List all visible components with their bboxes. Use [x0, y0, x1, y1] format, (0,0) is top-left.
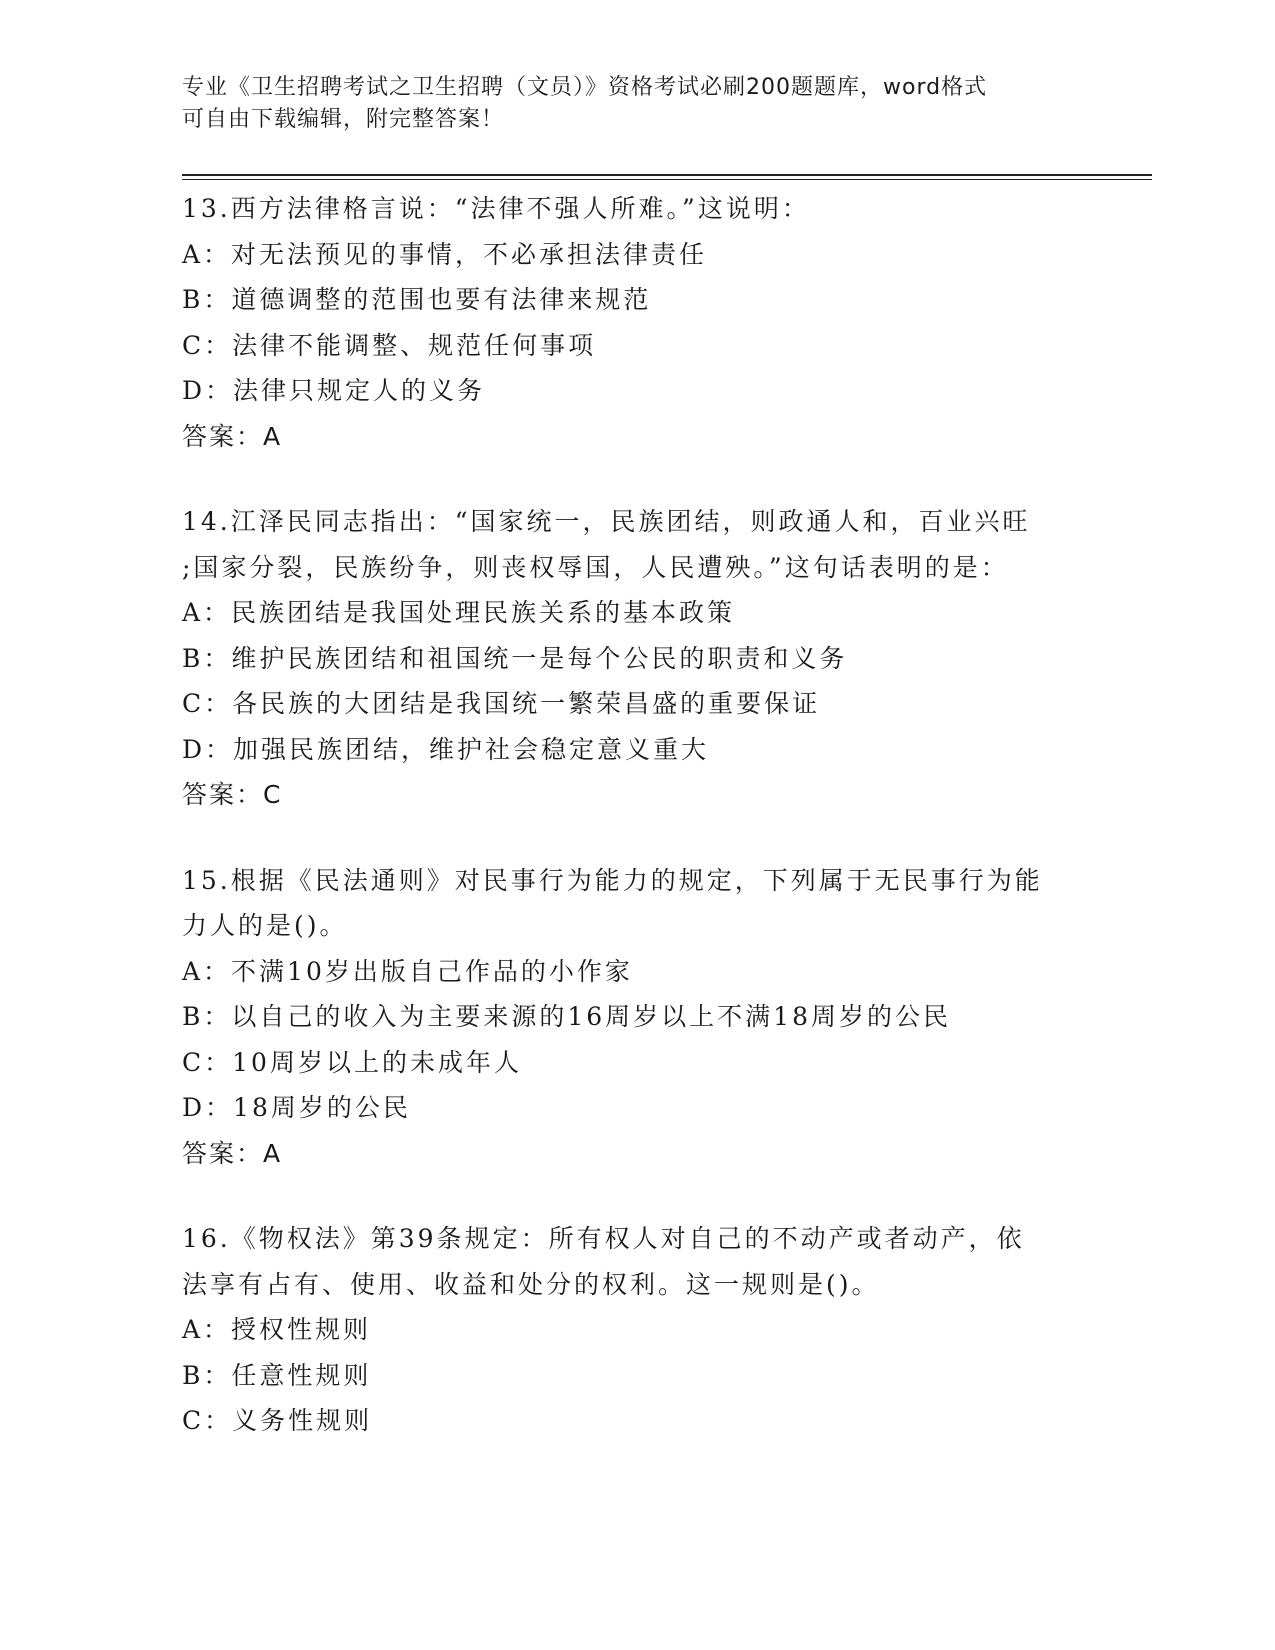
- question-stem: 14.江泽民同志指出：“国家统一，民族团结，则政通人和，百业兴旺: [182, 507, 1031, 536]
- option-c: C：各民族的大团结是我国统一繁荣昌盛的重要保证: [182, 689, 821, 718]
- option-c: C：10周岁以上的未成年人: [182, 1047, 522, 1077]
- option-c: C：法律不能调整、规范任何事项: [182, 330, 597, 360]
- document-header: [182, 72, 1062, 136]
- question-stem-continued: ;国家分裂，民族纷争，则丧权辱国，人民遭殃。”这句话表明的是：: [182, 552, 1009, 582]
- question-stem-continued: 力人的是()。: [182, 911, 348, 940]
- option-a: A：授权性规则: [182, 1315, 372, 1344]
- header-line-1: 专业《卫生招聘考试之卫生招聘（文员）》资格考试必刷200题题库，word格式: [182, 75, 988, 100]
- option-c: C：义务性规则: [182, 1406, 373, 1435]
- question-15: [182, 858, 1082, 1177]
- question-13: [182, 186, 1082, 459]
- option-d: D：18周岁的公民: [182, 1093, 411, 1122]
- option-d: D：加强民族团结，维护社会稳定意义重大: [182, 734, 710, 764]
- answer-label: 答案：C: [182, 780, 283, 809]
- question-stem-continued: 法享有占有、使用、收益和处分的权利。这一规则是()。: [182, 1269, 880, 1299]
- answer-label: 答案：A: [182, 1138, 283, 1168]
- header-divider-thin: [182, 179, 1152, 180]
- option-a: A：对无法预见的事情，不必承担法律责任: [182, 239, 708, 269]
- option-a: A：民族团结是我国处理民族关系的基本政策: [182, 598, 736, 627]
- option-d: D：法律只规定人的义务: [182, 376, 486, 405]
- header-divider-thick: [182, 174, 1152, 176]
- question-stem: 15.根据《民法通则》对民事行为能力的规定，下列属于无民事行为能: [182, 865, 1043, 895]
- question-stem: 13.西方法律格言说：“法律不强人所难。”这说明：: [182, 194, 810, 223]
- question-stem: 16.《物权法》第39条规定：所有权人对自己的不动产或者动产，依: [182, 1224, 1025, 1253]
- option-a: A：不满10岁出版自己作品的小作家: [182, 956, 633, 986]
- question-16: [182, 1216, 1082, 1444]
- question-list: [182, 186, 1082, 1484]
- question-14: [182, 499, 1082, 818]
- header-line-2: 可自由下载编辑，附完整答案！: [182, 107, 505, 132]
- option-b: B：维护民族团结和祖国统一是每个公民的职责和义务: [182, 643, 848, 673]
- option-b: B：道德调整的范围也要有法律来规范: [182, 285, 652, 314]
- option-b: B：任意性规则: [182, 1360, 372, 1390]
- option-b: B：以自己的收入为主要来源的16周岁以上不满18周岁的公民: [182, 1002, 951, 1031]
- answer-label: 答案：A: [182, 421, 283, 451]
